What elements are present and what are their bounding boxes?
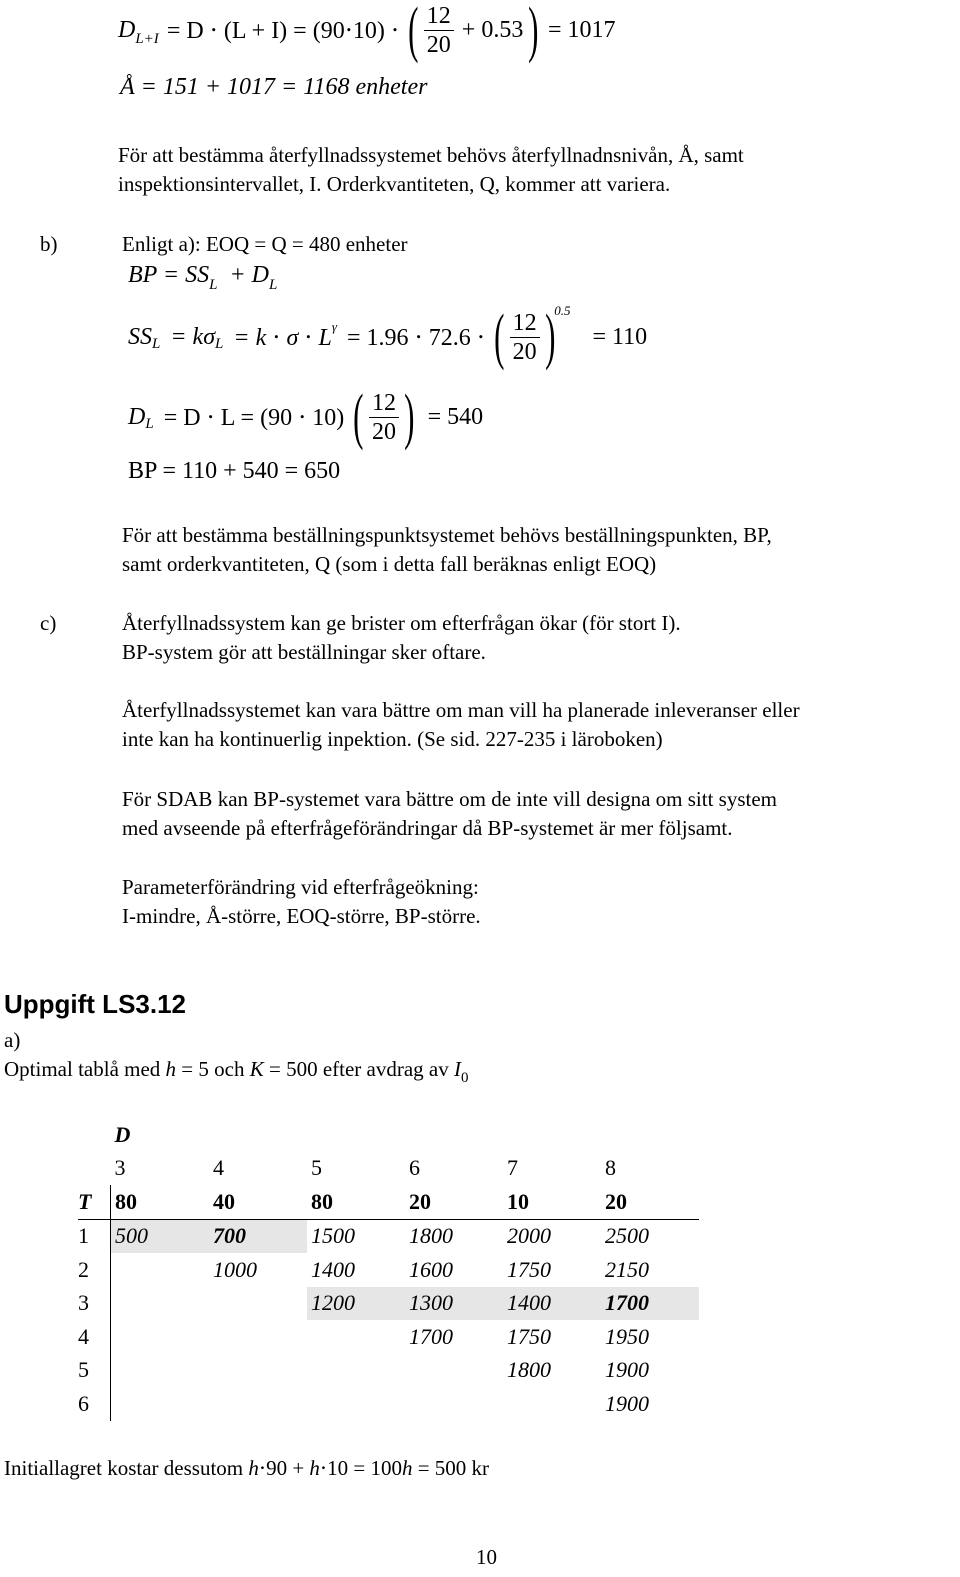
equation-demand-l-plus-i: D L+I = D ⋅ (L + I) = (90⋅10) ⋅ ( $\frac{12}{20}$ + 0.53 ) = 1017 [118, 0, 616, 64]
table-cell [111, 1287, 210, 1321]
paragraph-c4: Parameterförändring vid efterfrågeökning: I-mindre, Å-större, EOQ-större, BP-större. [122, 875, 481, 928]
table-cell [111, 1354, 210, 1388]
equation-demand-leadtime: D L = D ⋅ L = (90 ⋅ 10) ( $\frac{12}{20}$ ) = 540 [128, 383, 484, 451]
table-cell [111, 1253, 210, 1287]
table-cell: 1500 [311, 1223, 355, 1249]
table-cell: 3 [114, 1155, 126, 1181]
table-row: 6 1900 [78, 1387, 699, 1421]
table-header-d [78, 1118, 699, 1152]
fraction-12-20: $\frac{12}{20}$ [424, 2, 454, 59]
table-cell [307, 1387, 405, 1421]
table-cell [307, 1320, 405, 1354]
table-cell: 1600 [409, 1256, 453, 1282]
table-cell: 1400 [503, 1287, 601, 1321]
table-cell: 20 [405, 1185, 503, 1219]
table-cell: 700 [209, 1219, 307, 1253]
page-number: 10 [476, 1545, 497, 1569]
footer-initial-cost: Initiallagret kostar dessutom h⋅90 + h⋅10 = 100h = 500 kr [4, 1456, 490, 1480]
table-cell: 1400 [311, 1256, 355, 1282]
table-row: 4 1700 1750 1950 [78, 1320, 699, 1354]
paragraph-bp-system: För att bestämma beställningspunktsystemet behövs beställningspunkten, BP, samt orderkvantiteten, Q (som i detta fall beräknas enligt EOQ) [122, 523, 772, 576]
table-cell: 8 [605, 1155, 616, 1181]
table-cell [209, 1320, 307, 1354]
task-description: Optimal tablå med h = 5 och K = 500 efter avdrag av $I_0$ [4, 1057, 469, 1086]
paragraph-refill-system: För att bestämma återfyllnadssystemet behövs återfyllnadnsnivån, Å, samt inspektionsintervallet, I. Orderkvantiteten, Q, kommer att variera. [118, 143, 744, 196]
table-row-demand [78, 1152, 699, 1186]
table-cell: 1750 [507, 1256, 551, 1282]
table-cell: 2000 [507, 1223, 551, 1249]
equation-safety-stock: SS L = kσ L = k ⋅ σ ⋅ L γ = 1.96 ⋅ 72.6 ⋅ ( $\frac{12}{20}$ ) 0.5 = 110 [128, 303, 648, 371]
table-cell [405, 1387, 503, 1421]
table-cell: 1750 [507, 1323, 551, 1349]
paragraph-c1: Återfyllnadssystem kan ge brister om efterfrågan ökar (för stort I). BP-system gör att beställningar sker oftare. [122, 611, 681, 664]
table-cell: 2500 [605, 1223, 649, 1249]
table-cell: 5 [311, 1155, 322, 1181]
table-cell: 80 [307, 1185, 405, 1219]
table-cell: 1200 [307, 1287, 405, 1321]
table-cell: 2150 [605, 1256, 649, 1282]
table-cell: 10 [503, 1185, 601, 1219]
table-cell: 1900 [605, 1390, 649, 1416]
table-cell: 6 [409, 1155, 420, 1181]
table-cell [209, 1287, 307, 1321]
table-cell [111, 1387, 210, 1421]
table-cell: 500 [111, 1219, 210, 1253]
table-row: 1 500 700 1500 1800 2000 2500 [78, 1219, 699, 1253]
table-cell [209, 1354, 307, 1388]
table-cell: 1700 [409, 1323, 453, 1349]
equation-bp-calc: BP = 110 + 540 = 650 [128, 458, 341, 484]
fraction-12-20: $\frac{12}{20}$ [369, 389, 399, 446]
table-row: 5 1800 1900 [78, 1354, 699, 1388]
table-row: 3 1200 1300 1400 1700 [78, 1287, 699, 1321]
table-cell: 1900 [605, 1357, 649, 1383]
table-cell: 80 [111, 1185, 210, 1219]
table-cell: 40 [209, 1185, 307, 1219]
table-cell: 4 [213, 1155, 224, 1181]
table-row: 2 1000 1400 1600 1750 2150 [78, 1253, 699, 1287]
t-label: T [78, 1185, 111, 1219]
fraction-12-20: $\frac{12}{20}$ [510, 309, 540, 366]
table-cell: 1300 [405, 1287, 503, 1321]
d-label: D [114, 1121, 131, 1147]
task-heading: Uppgift LS3.12 [4, 989, 187, 1019]
optimal-table [78, 1118, 699, 1421]
table-cell: 1700 [601, 1287, 699, 1321]
label-part-c: c) [40, 611, 57, 635]
table-cell: 20 [601, 1185, 699, 1219]
task-sub-label: a) [4, 1028, 21, 1052]
table-cell: 7 [507, 1155, 518, 1181]
table-cell [209, 1387, 307, 1421]
table-cell [503, 1387, 601, 1421]
table-cell [111, 1320, 210, 1354]
label-part-b: b) [40, 232, 58, 256]
table-cell: 1000 [213, 1256, 257, 1282]
equation-refill-level: Å = 151 + 1017 = 1168 enheter [120, 74, 428, 100]
table-row-t [78, 1185, 699, 1219]
table-cell: 1950 [605, 1323, 649, 1349]
paragraph-c2: Återfyllnadssystemet kan vara bättre om man vill ha planerade inleveranser eller inte kan ha kontinuerlig inpektion. (Se sid. 227-235 i läroboken) [122, 698, 800, 751]
table-cell: 1800 [409, 1223, 453, 1249]
text-eoq: Enligt a): EOQ = Q = 480 enheter [122, 232, 408, 256]
equation-bp-formula: BP = $SS_L + D_L$ [128, 262, 278, 293]
table-cell [405, 1354, 503, 1388]
table-cell: 1800 [507, 1357, 551, 1383]
paragraph-c3: För SDAB kan BP-systemet vara bättre om de inte vill designa om sitt system med avseende på efterfrågeförändringar då BP-systemet är mer följsamt. [122, 787, 778, 840]
table-cell [307, 1354, 405, 1388]
